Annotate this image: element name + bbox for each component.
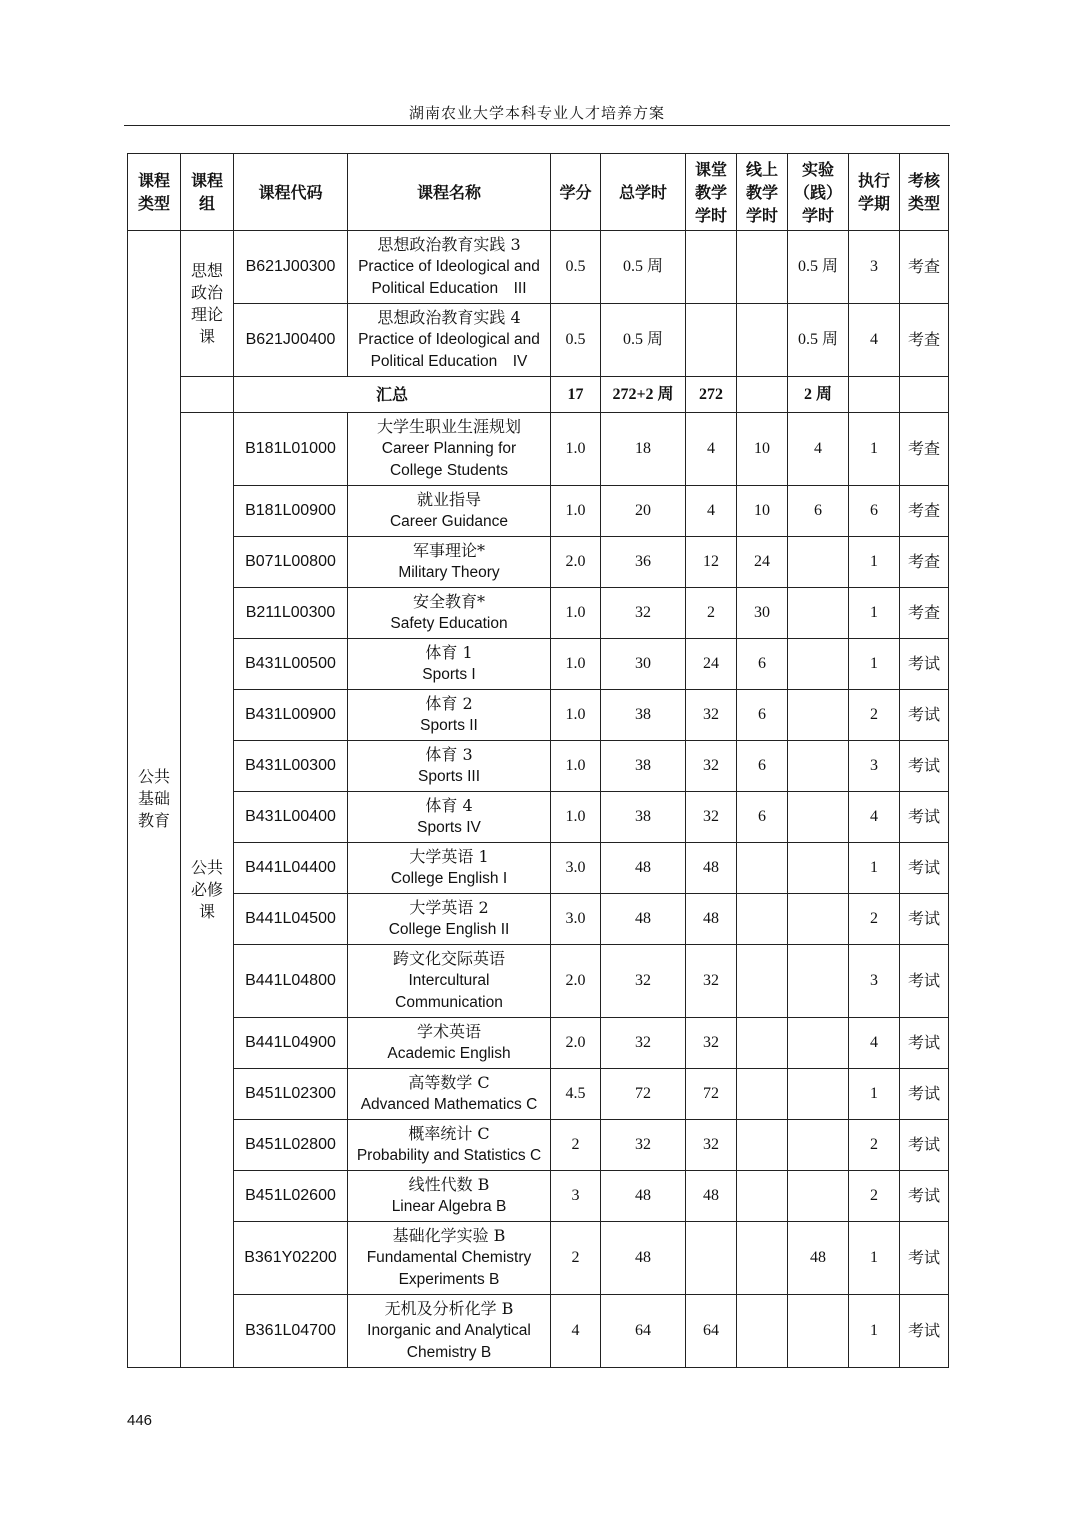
table-row [128,1018,949,1069]
online-hours [737,1069,788,1120]
table-row [128,1120,949,1171]
course-code: B071L00800 [234,537,348,588]
lab-hours [788,894,849,945]
total-hours: 72 [601,1069,686,1120]
course-code: B441L04500 [234,894,348,945]
group-cell-required: 公共 必修 课 [181,413,234,1368]
table-row [128,304,949,377]
lab-hours [788,792,849,843]
credit: 1.0 [551,588,601,639]
credit: 2.0 [551,537,601,588]
table-row [128,843,949,894]
assessment-type: 考试 [900,1222,949,1295]
summary-lab-hours: 2 周 [788,377,849,413]
summary-online-hours [737,377,788,413]
lab-hours: 0.5 周 [788,304,849,377]
semester: 1 [849,1069,900,1120]
summary-label: 汇总 [234,377,551,413]
total-hours: 32 [601,945,686,1018]
table-row [128,945,949,1018]
summary-credit: 17 [551,377,601,413]
course-code: B211L00300 [234,588,348,639]
semester: 3 [849,231,900,304]
lab-hours [788,741,849,792]
table-row [128,1171,949,1222]
course-name: 体育 3 Sports III [348,741,551,792]
lab-hours [788,1295,849,1368]
summary-assessment [900,377,949,413]
total-hours: 32 [601,1018,686,1069]
header-assessment: 考核 类型 [900,154,949,231]
document-header-title: 湖南农业大学本科专业人才培养方案 [408,104,665,122]
course-name: 大学英语 1 College English I [348,843,551,894]
course-name: 体育 2 Sports II [348,690,551,741]
table-row [128,690,949,741]
total-hours: 64 [601,1295,686,1368]
course-code: B431L00900 [234,690,348,741]
lab-hours [788,1171,849,1222]
online-hours: 10 [737,413,788,486]
classroom-hours: 32 [686,690,737,741]
table-row [128,413,949,486]
total-hours: 38 [601,741,686,792]
online-hours [737,1018,788,1069]
course-name: 就业指导 Career Guidance [348,486,551,537]
online-hours: 24 [737,537,788,588]
semester: 2 [849,894,900,945]
course-code: B441L04800 [234,945,348,1018]
lab-hours [788,1120,849,1171]
course-code: B431L00500 [234,639,348,690]
classroom-hours: 4 [686,413,737,486]
summary-classroom-hours: 272 [686,377,737,413]
classroom-hours: 32 [686,741,737,792]
course-name: 无机及分析化学 B Inorganic and Analytical Chemistry B [348,1295,551,1368]
online-hours [737,1222,788,1295]
course-name: 思想政治教育实践 3 Practice of Ideological and Political Education III [348,231,551,304]
table-row [128,639,949,690]
online-hours: 6 [737,639,788,690]
online-hours: 10 [737,486,788,537]
credit: 1.0 [551,486,601,537]
online-hours: 6 [737,741,788,792]
summary-row [128,377,949,413]
online-hours: 6 [737,690,788,741]
online-hours [737,1295,788,1368]
classroom-hours [686,231,737,304]
total-hours: 30 [601,639,686,690]
classroom-hours: 64 [686,1295,737,1368]
total-hours: 38 [601,690,686,741]
course-code: B181L00900 [234,486,348,537]
lab-hours: 48 [788,1222,849,1295]
semester: 1 [849,843,900,894]
semester: 1 [849,1295,900,1368]
course-code: B451L02300 [234,1069,348,1120]
course-plan-table [127,153,949,1368]
credit: 2 [551,1222,601,1295]
course-code: B451L02600 [234,1171,348,1222]
header-course-name: 课程名称 [348,154,551,231]
table-header-row [128,154,949,231]
table-row [128,231,949,304]
header-online-hours: 线上 教学 学时 [737,154,788,231]
course-name: 安全教育* Safety Education [348,588,551,639]
course-name: 基础化学实验 B Fundamental Chemistry Experiments B [348,1222,551,1295]
header-course-group: 课程 组 [181,154,234,231]
lab-hours: 6 [788,486,849,537]
course-name: 体育 1 Sports I [348,639,551,690]
header-course-code: 课程代码 [234,154,348,231]
credit: 0.5 [551,231,601,304]
assessment-type: 考试 [900,1171,949,1222]
course-name: 大学英语 2 College English II [348,894,551,945]
course-name: 思想政治教育实践 4 Practice of Ideological and Political Education IV [348,304,551,377]
table-row [128,894,949,945]
assessment-type: 考查 [900,304,949,377]
table-row [128,792,949,843]
course-code: B621J00300 [234,231,348,304]
online-hours [737,894,788,945]
table-row [128,486,949,537]
semester: 1 [849,1222,900,1295]
lab-hours [788,588,849,639]
course-code: B441L04400 [234,843,348,894]
lab-hours: 0.5 周 [788,231,849,304]
assessment-type: 考试 [900,843,949,894]
classroom-hours [686,1222,737,1295]
course-code: B451L02800 [234,1120,348,1171]
semester: 2 [849,1120,900,1171]
credit: 3.0 [551,894,601,945]
classroom-hours: 72 [686,1069,737,1120]
course-code: B181L01000 [234,413,348,486]
total-hours: 38 [601,792,686,843]
lab-hours [788,843,849,894]
classroom-hours [686,304,737,377]
course-code: B431L00400 [234,792,348,843]
assessment-type: 考查 [900,486,949,537]
course-name: 军事理论* Military Theory [348,537,551,588]
classroom-hours: 2 [686,588,737,639]
assessment-type: 考试 [900,945,949,1018]
credit: 2.0 [551,945,601,1018]
course-code: B621J00400 [234,304,348,377]
table-row [128,1295,949,1368]
table-row [128,1222,949,1295]
classroom-hours: 32 [686,1018,737,1069]
summary-semester [849,377,900,413]
header-lab-hours: 实验 （践） 学时 [788,154,849,231]
credit: 4 [551,1295,601,1368]
course-code: B361L04700 [234,1295,348,1368]
summary-total-hours: 272+2 周 [601,377,686,413]
classroom-hours: 48 [686,1171,737,1222]
lab-hours [788,945,849,1018]
classroom-hours: 48 [686,894,737,945]
online-hours: 30 [737,588,788,639]
header-course-type: 课程 类型 [128,154,181,231]
lab-hours [788,690,849,741]
total-hours: 18 [601,413,686,486]
credit: 1.0 [551,639,601,690]
semester: 2 [849,690,900,741]
assessment-type: 考试 [900,1295,949,1368]
assessment-type: 考试 [900,1069,949,1120]
course-code: B441L04900 [234,1018,348,1069]
assessment-type: 考试 [900,1018,949,1069]
total-hours: 0.5 周 [601,304,686,377]
course-name: 线性代数 B Linear Algebra B [348,1171,551,1222]
classroom-hours: 24 [686,639,737,690]
course-code: B361Y02200 [234,1222,348,1295]
header-total-hours: 总学时 [601,154,686,231]
semester: 6 [849,486,900,537]
classroom-hours: 4 [686,486,737,537]
semester: 1 [849,639,900,690]
credit: 4.5 [551,1069,601,1120]
header-classroom-hours: 课堂 教学 学时 [686,154,737,231]
online-hours: 6 [737,792,788,843]
table-row [128,537,949,588]
credit: 1.0 [551,792,601,843]
semester: 4 [849,304,900,377]
credit: 2 [551,1120,601,1171]
assessment-type: 考试 [900,1120,949,1171]
classroom-hours: 12 [686,537,737,588]
course-name: 大学生职业生涯规划 Career Planning for College Students [348,413,551,486]
course-name: 体育 4 Sports IV [348,792,551,843]
credit: 2.0 [551,1018,601,1069]
online-hours [737,843,788,894]
online-hours [737,231,788,304]
online-hours [737,304,788,377]
lab-hours [788,639,849,690]
total-hours: 0.5 周 [601,231,686,304]
semester: 3 [849,741,900,792]
lab-hours [788,1018,849,1069]
assessment-type: 考试 [900,894,949,945]
online-hours [737,1171,788,1222]
total-hours: 32 [601,588,686,639]
assessment-type: 考查 [900,588,949,639]
total-hours: 48 [601,843,686,894]
credit: 1.0 [551,413,601,486]
assessment-type: 考查 [900,413,949,486]
classroom-hours: 32 [686,1120,737,1171]
total-hours: 36 [601,537,686,588]
assessment-type: 考试 [900,792,949,843]
semester: 4 [849,792,900,843]
header-rule [124,125,950,126]
lab-hours [788,537,849,588]
classroom-hours: 48 [686,843,737,894]
credit: 1.0 [551,741,601,792]
course-code: B431L00300 [234,741,348,792]
header-semester: 执行 学期 [849,154,900,231]
total-hours: 48 [601,894,686,945]
online-hours [737,945,788,1018]
credit: 1.0 [551,690,601,741]
classroom-hours: 32 [686,792,737,843]
assessment-type: 考查 [900,537,949,588]
semester: 2 [849,1171,900,1222]
group-cell-politics: 思想 政治 理论 课 [181,231,234,377]
table-row [128,1069,949,1120]
lab-hours: 4 [788,413,849,486]
course-name: 跨文化交际英语 Intercultural Communication [348,945,551,1018]
assessment-type: 考查 [900,231,949,304]
page-number: 446 [127,1412,153,1429]
header-credit: 学分 [551,154,601,231]
course-name: 学术英语 Academic English [348,1018,551,1069]
total-hours: 48 [601,1222,686,1295]
table-row [128,741,949,792]
online-hours [737,1120,788,1171]
semester: 3 [849,945,900,1018]
semester: 1 [849,588,900,639]
summary-group-blank [181,377,234,413]
credit: 3.0 [551,843,601,894]
course-name: 高等数学 C Advanced Mathematics C [348,1069,551,1120]
category-cell: 公共 基础 教育 [128,231,181,1368]
semester: 1 [849,413,900,486]
lab-hours [788,1069,849,1120]
assessment-type: 考试 [900,639,949,690]
course-name: 概率统计 C Probability and Statistics C [348,1120,551,1171]
credit: 0.5 [551,304,601,377]
total-hours: 32 [601,1120,686,1171]
credit: 3 [551,1171,601,1222]
classroom-hours: 32 [686,945,737,1018]
total-hours: 20 [601,486,686,537]
total-hours: 48 [601,1171,686,1222]
semester: 4 [849,1018,900,1069]
table-row [128,588,949,639]
semester: 1 [849,537,900,588]
assessment-type: 考试 [900,690,949,741]
assessment-type: 考试 [900,741,949,792]
